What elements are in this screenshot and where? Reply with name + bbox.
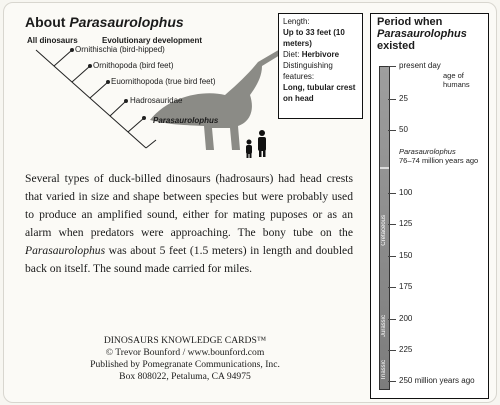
cladogram-col-all: All dinosaurs xyxy=(27,36,78,45)
facts-box xyxy=(278,13,363,119)
credits-copyright: © Trevor Bounford / www.bounford.com xyxy=(105,347,265,358)
period-jurassic: Jurassic xyxy=(381,315,387,338)
species-time-note: Parasaurolophus 76–74 million years ago xyxy=(399,147,479,165)
cladogram-node-hadrosauridae: Hadrosauridae xyxy=(130,96,183,105)
period-triassic: Triassic xyxy=(381,360,387,381)
credits-address: Box 808022, Petaluma, CA 94975 xyxy=(119,371,251,382)
cladogram-node-ornithischia: Ornithischia (bird-hipped) xyxy=(75,45,165,54)
cladogram-col-evolution: Evolutionary development xyxy=(102,36,203,45)
tick-50: 50 xyxy=(399,125,408,134)
length-value: Up to 33 feet (10 meters) xyxy=(283,28,345,48)
credits-publisher: Published by Pomegranate Communications, Inc. xyxy=(90,359,280,370)
timeline-bar xyxy=(379,66,390,390)
period-panel xyxy=(370,13,489,399)
tick-250: 250 million years ago xyxy=(399,376,475,385)
description-paragraph: Several types of duck-billed dinosaurs (hadrosaurs) had head crests that varied in size and shape between species but were probably used to produce an amplified sound, either for mating puposes or as an alarm when predators were approaching. The bony tube on the Parasaurolophus was about 5 feet (1.5 meters) in length and doubled back on itself. The sound made carried for miles. xyxy=(25,172,353,275)
tick-25: 25 xyxy=(399,94,408,103)
tick-125: 125 xyxy=(399,219,413,228)
period-cretaceous: Cretaceous xyxy=(381,215,387,246)
length-label: Length: xyxy=(283,17,310,26)
diet-value: Herbivore xyxy=(301,50,340,59)
cladogram-node-parasaurolophus: Parasaurolophus xyxy=(153,116,219,125)
cladogram-node-euornithopoda: Euornithopoda (true bird feet) xyxy=(111,77,216,86)
tick-150: 150 xyxy=(399,251,413,260)
tick-225: 225 xyxy=(399,345,413,354)
human-scale-icon xyxy=(246,130,266,158)
tick-175: 175 xyxy=(399,282,413,291)
tick-present-day: present day xyxy=(399,61,441,70)
publisher-credits xyxy=(55,335,315,383)
diet-label: Diet: xyxy=(283,50,300,59)
tick-100: 100 xyxy=(399,188,413,197)
features-label: Distinguishing features: xyxy=(283,61,333,81)
humans-note: age of humans xyxy=(443,71,470,89)
period-title: Period when Parasaurolophus existed xyxy=(377,16,467,52)
species-marker xyxy=(380,167,389,169)
tick-200: 200 xyxy=(399,314,413,323)
cladogram-node-ornithopoda: Ornithopoda (bird feet) xyxy=(93,61,174,70)
title-species-name: Parasaurolophus xyxy=(69,14,184,30)
features-value: Long, tubular crest on head xyxy=(283,83,356,103)
page-title: About Parasaurolophus xyxy=(25,14,184,30)
credits-series: DINOSAURS KNOWLEDGE CARDS™ xyxy=(103,335,267,346)
